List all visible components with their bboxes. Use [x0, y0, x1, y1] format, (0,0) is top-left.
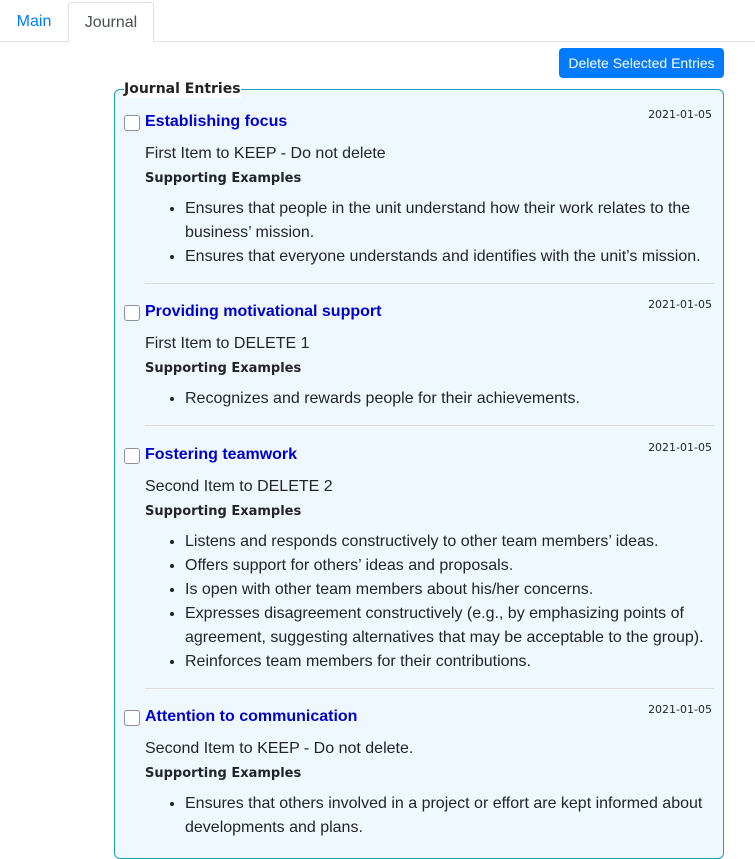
example-item: • Ensures that people in the unit understand how their work relates to the business’ mission.: [185, 197, 715, 245]
supporting-examples-label: Supporting Examples: [145, 504, 302, 519]
example-item: • Ensures that others involved in a project or effort are kept informed about developments and plans.: [185, 792, 715, 840]
supporting-examples-list: [145, 387, 715, 411]
example-item: • Is open with other team members about his/her concerns.: [185, 578, 715, 602]
entry-checkbox[interactable]: [124, 115, 140, 131]
supporting-examples-list: [145, 792, 715, 840]
entry-divider: [145, 688, 714, 689]
entry-checkbox[interactable]: [124, 710, 140, 726]
tab-journal[interactable]: Journal: [68, 2, 154, 43]
entry-date: 2021-01-05: [648, 441, 712, 454]
example-item: • Listens and responds constructively to other team members’ ideas.: [185, 530, 715, 554]
entry-description: First Item to KEEP - Do not delete: [145, 145, 386, 162]
entry-description: First Item to DELETE 1: [145, 335, 310, 352]
entry-divider: [145, 425, 714, 426]
entry-title[interactable]: Establishing focus: [145, 113, 288, 130]
entry-title[interactable]: Fostering teamwork: [145, 446, 298, 463]
entry-title[interactable]: Attention to communication: [145, 708, 358, 725]
entry-checkbox[interactable]: [124, 448, 140, 464]
entry-checkbox[interactable]: [124, 305, 140, 321]
supporting-examples-label: Supporting Examples: [145, 171, 302, 186]
supporting-examples-label: Supporting Examples: [145, 361, 302, 376]
example-item: • Recognizes and rewards people for their achievements.: [185, 387, 715, 411]
journal-entries-legend: Journal Entries: [124, 81, 241, 97]
supporting-examples-list: [145, 197, 715, 269]
example-item: • Offers support for others’ ideas and proposals.: [185, 554, 715, 578]
entry-date: 2021-01-05: [648, 108, 712, 121]
supporting-examples-list: [145, 530, 715, 674]
supporting-examples-label: Supporting Examples: [145, 766, 302, 781]
tab-main[interactable]: Main: [16, 13, 52, 30]
example-item: • Expresses disagreement constructively (e.g., by emphasizing points of agreement, suggesting alternatives that may be acceptable to the group).: [185, 602, 715, 650]
entry-date: 2021-01-05: [648, 703, 712, 716]
example-item: • Reinforces team members for their contributions.: [185, 650, 715, 674]
entry-title[interactable]: Providing motivational support: [145, 303, 382, 320]
example-item: • Ensures that everyone understands and identifies with the unit’s mission.: [185, 245, 715, 269]
delete-selected-entries-button[interactable]: Delete Selected Entries: [559, 48, 724, 78]
entry-date: 2021-01-05: [648, 298, 712, 311]
entry-divider: [145, 283, 714, 284]
entry-description: Second Item to KEEP - Do not delete.: [145, 740, 414, 757]
tab-bar: [0, 0, 755, 42]
entry-description: Second Item to DELETE 2: [145, 478, 333, 495]
